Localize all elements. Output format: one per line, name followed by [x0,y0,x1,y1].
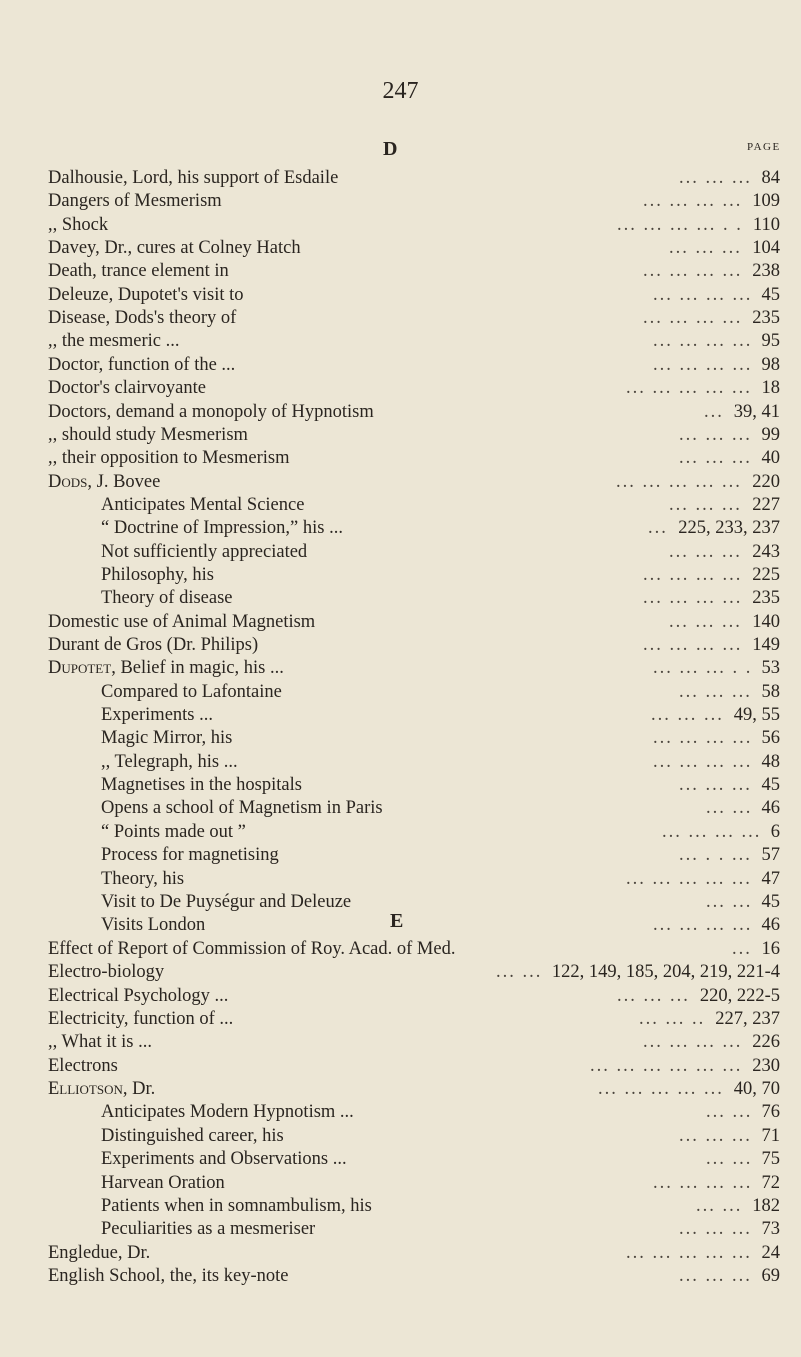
entry-title: Elliotson, Dr. [48,1079,156,1100]
entry-pages: 110 [752,214,780,235]
index-entry [0,259,801,284]
entry-pages: 45 [761,775,780,796]
index-entry [0,610,801,635]
dot-leader: ... ... ... [679,448,752,469]
dot-leader: ... ... [706,1149,753,1170]
index-entry [0,1100,801,1125]
entry-pages: 73 [761,1219,780,1240]
index-entry [0,1264,801,1289]
dot-leader: ... [648,518,668,539]
index-entry [0,843,801,868]
dot-leader: ... ... ... [617,985,690,1006]
dot-leader: ... ... ... [651,705,724,726]
index-entry [0,656,801,681]
entry-pages: 182 [752,1195,780,1216]
entry-title: Dalhousie, Lord, his support of Esdaile [48,168,339,188]
index-entry [0,516,801,541]
entry-title: Electrical Psychology ... [48,985,229,1006]
entry-title: Engledue, Dr. [48,1242,151,1263]
section-letter: D [383,138,398,160]
entry-pages: 226 [752,1032,780,1053]
dot-leader: ... ... ... ... [653,284,753,305]
dot-leader: ... ... ... ... [643,1032,743,1053]
index-entry [0,586,801,611]
index-entry [0,703,801,728]
index-entry [0,773,801,798]
entry-title: Theory, his [101,868,185,889]
entry-pages: 225, 233, 237 [678,518,780,539]
index-entry [0,680,801,705]
index-entry [0,1030,801,1055]
entry-pages: 46 [761,798,780,819]
dot-leader: ... ... ... ... ... [616,471,742,492]
dot-leader: ... [732,939,752,959]
entry-title: Deleuze, Dupotet's visit to [48,284,244,305]
entry-title: “ Points made out ” [101,821,246,842]
entry-pages: 24 [761,1242,780,1263]
entry-pages: 69 [761,1265,780,1286]
entry-title: Magic Mirror, his [101,728,233,749]
index-entry [0,796,801,821]
page-column-header: PAGE [747,141,781,153]
dot-leader: ... ... ... ... ... [626,868,752,889]
entry-pages: 238 [752,261,780,282]
dot-leader: ... ... ... ... [653,728,753,749]
entry-pages: 140 [752,611,780,632]
entry-pages: 49, 55 [733,705,780,726]
entry-pages: 40, 70 [733,1079,780,1100]
dot-leader: ... ... ... ... ... [626,378,752,399]
dot-leader: ... ... ... ... [643,635,743,655]
entry-title: Disease, Dods's theory of [48,308,237,329]
entry-pages: 16 [761,939,780,959]
entry-pages: 109 [752,191,780,212]
index-entry [0,726,801,751]
entry-pages: 56 [761,728,780,749]
entry-title: ,, should study Mesmerism [48,424,248,445]
entry-title: Harvean Oration [101,1172,225,1193]
entry-title: Opens a school of Magnetism in Paris [101,798,383,819]
entry-pages: 46 [761,915,780,936]
entry-pages: 75 [761,1149,780,1170]
entry-title: Distinguished career, his [101,1125,284,1146]
entry-pages: 243 [752,541,780,562]
dot-leader: ... ... ... [669,494,742,515]
entry-title: Durant de Gros (Dr. Philips) [48,635,259,655]
dot-leader: ... ... ... ... [643,564,743,585]
entry-title: English School, the, its key-note [48,1265,289,1286]
index-entry [0,563,801,588]
index-entry [0,750,801,775]
dot-leader: ... ... ... ... [653,331,753,352]
entry-title: Doctor's clairvoyante [48,378,206,399]
index-entry [0,633,801,658]
entry-pages: 6 [770,821,780,842]
dot-leader: ... ... ... [669,611,742,632]
entry-pages: 104 [752,238,780,259]
dot-leader: ... ... ... [679,1125,752,1146]
entry-title: Electricity, function of ... [48,1009,234,1030]
entry-title: Patients when in somnambulism, his [101,1195,372,1216]
index-entry [0,329,801,354]
entry-pages: 18 [761,378,780,399]
entry-pages: 235 [752,588,780,609]
entry-title: Magnetises in the hospitals [101,775,302,796]
dot-leader: ... ... ... ... [653,915,753,936]
dot-leader: ... ... ... [669,541,742,562]
entry-title: Dods, J. Bovee [48,471,161,492]
dot-leader: ... . . ... [679,845,752,866]
dot-leader: ... ... ... ... [643,588,743,609]
index-entry [0,1124,801,1149]
entry-pages: 84 [761,168,780,188]
entry-pages: 227 [752,494,780,515]
dot-leader: ... ... .. [639,1009,706,1030]
dot-leader: ... ... ... ... [662,821,762,842]
entry-title: ,, What it is ... [48,1032,152,1053]
entry-pages: 72 [761,1172,780,1193]
index-entry [0,236,801,261]
entry-pages: 230 [752,1055,780,1076]
index-entry [0,540,801,565]
index-entry [0,1194,801,1219]
entry-title: Experiments and Observations ... [101,1149,347,1170]
entry-title: Electro-biology [48,962,165,983]
entry-title: Electrons [48,1055,118,1076]
entry-pages: 71 [761,1125,780,1146]
entry-title: Theory of disease [101,588,233,609]
entry-pages: 45 [761,284,780,305]
dot-leader: ... ... ... . . [653,658,753,679]
dot-leader: ... ... ... ... ... ... [590,1055,743,1076]
index-entry [0,189,801,214]
entry-pages: 225 [752,564,780,585]
entry-title: Doctor, function of the ... [48,354,236,375]
entry-title: Anticipates Mental Science [101,494,305,515]
entry-title: Peculiarities as a mesmeriser [101,1219,316,1240]
entry-title: Death, trance element in [48,261,229,282]
dot-leader: ... ... ... ... [653,1172,753,1193]
dot-leader: ... ... ... [679,775,752,796]
dot-leader: ... ... ... ... [653,751,753,772]
entry-title: Philosophy, his [101,564,214,585]
index-entry [0,213,801,238]
index-entry [0,984,801,1009]
entry-title: Effect of Report of Commission of Roy. Acad. of Med. [48,939,456,959]
index-entry [0,867,801,892]
dot-leader: ... ... [706,1102,753,1123]
entry-title: Doctors, demand a monopoly of Hypnotism [48,401,374,422]
index-entry [0,820,801,845]
index-entry [0,960,801,985]
dot-leader: ... ... ... ... . . [617,214,743,235]
entry-title: Visits London [101,915,206,936]
index-entry [0,353,801,378]
dot-leader: ... ... ... [679,1219,752,1240]
dot-leader: ... ... ... [669,238,742,259]
dot-leader: ... [704,401,724,422]
entry-title: Dangers of Mesmerism [48,191,222,212]
entry-title: ,, Shock [48,214,109,235]
dot-leader: ... ... ... [679,1265,752,1286]
dot-leader: ... ... ... ... [643,308,743,329]
entry-pages: 76 [761,1102,780,1123]
index-entry [0,1147,801,1172]
entry-pages: 98 [761,354,780,375]
entry-title: Anticipates Modern Hypnotism ... [101,1102,354,1123]
entry-title: Domestic use of Animal Magnetism [48,611,316,632]
dot-leader: ... ... ... ... ... [626,1242,752,1263]
dot-leader: ... ... [706,891,753,912]
entry-pages: 58 [761,681,780,702]
dot-leader: ... ... ... ... [643,261,743,282]
entry-title: ,, the mesmeric ... [48,331,180,352]
entry-pages: 220, 222-5 [699,985,780,1006]
entry-title: Dupotet, Belief in magic, his ... [48,658,284,679]
entry-pages: 57 [761,845,780,866]
entry-title: Experiments ... [101,705,214,726]
index-entry [0,1171,801,1196]
dot-leader: ... ... [696,1195,743,1216]
dot-leader: ... ... ... [679,424,752,445]
entry-title: ,, Telegraph, his ... [101,751,238,772]
entry-pages: 227, 237 [715,1009,780,1030]
index-entry [0,937,801,962]
index-entry [0,493,801,518]
index-entry [0,1007,801,1032]
entry-title: Process for magnetising [101,845,279,866]
entry-pages: 235 [752,308,780,329]
index-entry [0,283,801,308]
entry-pages: 39, 41 [733,401,780,422]
entry-pages: 40 [761,448,780,469]
dot-leader: ... ... [706,798,753,819]
dot-leader: ... ... ... ... [643,191,743,212]
entry-title: Visit to De Puységur and Deleuze [101,891,352,912]
index-entry [0,400,801,425]
entry-title: “ Doctrine of Impression,” his ... [101,518,343,539]
section-letter: E [390,910,404,932]
index-entry [0,423,801,448]
index-entry [0,1054,801,1079]
entry-pages: 53 [761,658,780,679]
dot-leader: ... ... [496,962,543,983]
index-entry [0,1077,801,1102]
entry-pages: 45 [761,891,780,912]
index-entry [0,446,801,471]
dot-leader: ... ... ... [679,681,752,702]
entry-title: Compared to Lafontaine [101,681,282,702]
index-entry [0,1241,801,1266]
page-number: 247 [382,78,419,104]
entry-pages: 47 [761,868,780,889]
dot-leader: ... ... ... ... ... [598,1079,724,1100]
index-entry [0,376,801,401]
entry-pages: 122, 149, 185, 204, 219, 221-4 [551,962,780,983]
entry-title: Not sufficiently appreciated [101,541,308,562]
index-entry [0,306,801,331]
index-entry [0,1217,801,1242]
entry-title: Davey, Dr., cures at Colney Hatch [48,238,301,259]
index-entry [0,470,801,495]
index-entry [0,166,801,191]
entry-pages: 149 [752,635,780,655]
entry-pages: 95 [761,331,780,352]
entry-pages: 220 [752,471,780,492]
entry-pages: 48 [761,751,780,772]
dot-leader: ... ... ... [679,168,752,188]
entry-pages: 99 [761,424,780,445]
dot-leader: ... ... ... ... [653,354,753,375]
entry-title: ,, their opposition to Mesmerism [48,448,290,469]
